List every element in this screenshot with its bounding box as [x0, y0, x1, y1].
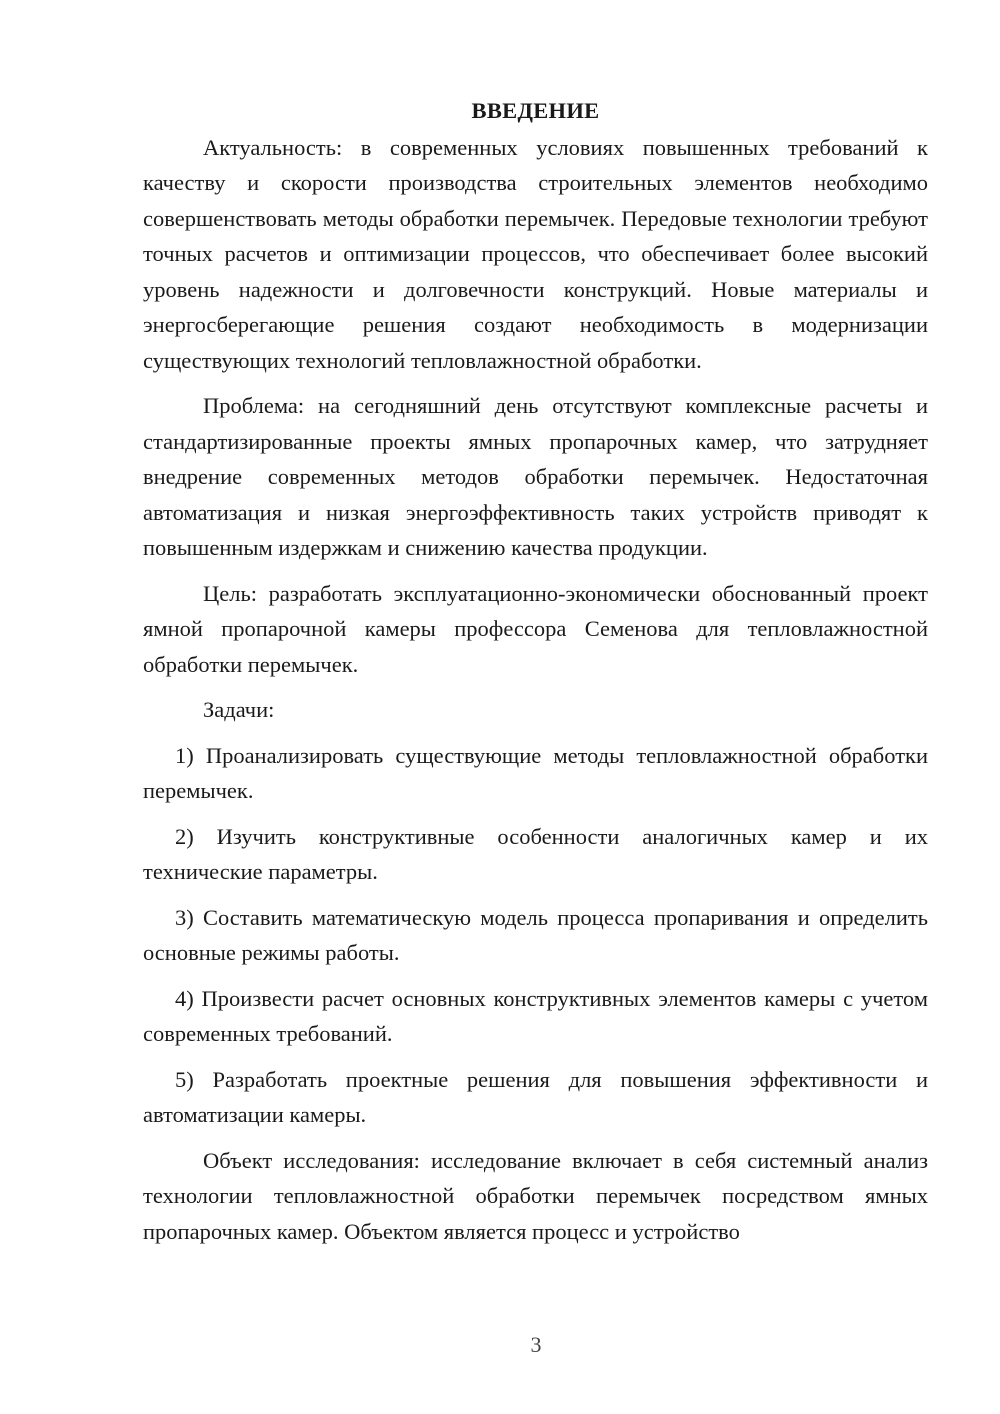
- task-item: 3) Составить математическую модель процесса пропаривания и определить основные режимы работы.: [143, 904, 928, 965]
- goal-paragraph: Цель: разработать эксплуатационно-экономически обоснованный проект ямной пропарочной камеры профессора Семенова для тепловлажностной обработки перемычек.: [143, 580, 928, 677]
- tasks-heading: Задачи:: [203, 697, 275, 722]
- relevance-paragraph: Актуальность: в современных условиях повышенных требований к качеству и скорости производства строительных элементов необходимо совершенствовать методы обработки перемычек. Передовые технологии требуют точных расчетов и оптимизации процессов, что обеспечивает более высокий уровень надежности и долговечности конструкций. Новые материалы и энергосберегающие решения создают необходимость в модернизации существующих технологий тепловлажностной обработки.: [143, 134, 928, 373]
- tasks-list: [143, 738, 928, 1133]
- task-item: 2) Изучить конструктивные особенности аналогичных камер и их технические параметры.: [143, 823, 928, 884]
- page-body: [143, 93, 928, 1259]
- task-item: 5) Разработать проектные решения для повышения эффективности и автоматизации камеры.: [143, 1066, 928, 1127]
- task-item: 4) Произвести расчет основных конструктивных элементов камеры с учетом современных требований.: [143, 985, 928, 1046]
- page-title: ВВЕДЕНИЕ: [471, 98, 600, 123]
- page-number: 3: [530, 1332, 542, 1357]
- problem-paragraph: Проблема: на сегодняшний день отсутствуют комплексные расчеты и стандартизированные проекты ямных пропарочных камер, что затрудняет внедрение современных методов обработки перемычек. Недостаточная автоматизация и низкая энергоэффективность таких устройств приводят к повышенным издержкам и снижению качества продукции.: [143, 393, 928, 560]
- object-paragraph: Объект исследования: исследование включает в себя системный анализ технологии тепловлажностной обработки перемычек посредством ямных пропарочных камер. Объектом является процесс и устройство: [143, 1147, 928, 1244]
- task-item: 1) Проанализировать существующие методы тепловлажностной обработки перемычек.: [143, 742, 928, 803]
